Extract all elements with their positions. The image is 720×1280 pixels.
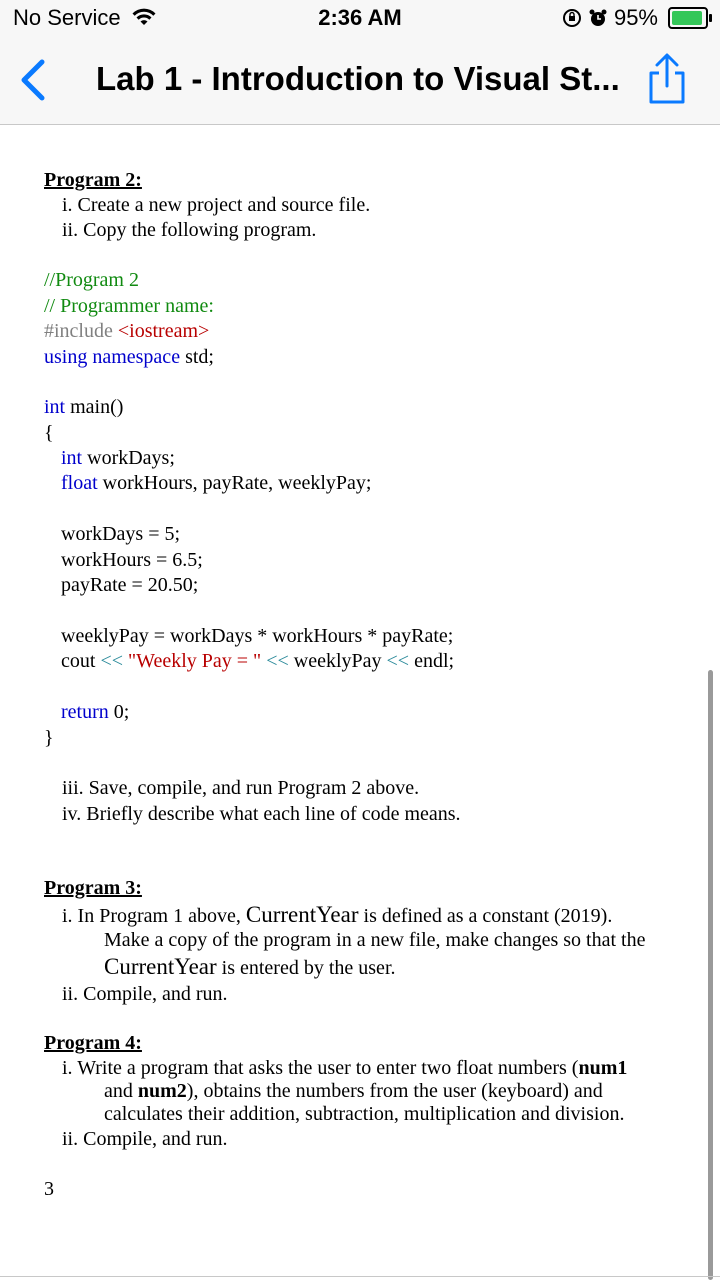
program-4-heading: Program 4: bbox=[44, 1032, 142, 1054]
code-comment-2: // Programmer name: bbox=[44, 295, 214, 317]
code-assign-2: workHours = 6.5; bbox=[61, 549, 203, 571]
code-assign-3: payRate = 20.50; bbox=[61, 574, 199, 596]
code-brace-open: { bbox=[44, 422, 54, 444]
p4-step-1-line-2: and num2), obtains the numbers from the user (keyboard) and bbox=[104, 1080, 603, 1102]
program-2-heading: Program 2: bbox=[44, 169, 142, 191]
document-title: Lab 1 - Introduction to Visual St... bbox=[96, 60, 620, 97]
carrier-label: No Service bbox=[13, 5, 121, 30]
share-icon[interactable] bbox=[644, 52, 690, 108]
orientation-lock-icon bbox=[562, 8, 582, 28]
p3-step-1-line-2: Make a copy of the program in a new file, make changes so that the bbox=[104, 929, 646, 951]
code-include: #include <iostream> bbox=[44, 320, 210, 342]
code-decl-int: int workDays; bbox=[61, 447, 175, 469]
p2-step-2: ii. Copy the following program. bbox=[62, 219, 317, 241]
p3-step-2: ii. Compile, and run. bbox=[62, 983, 228, 1005]
p2-step-4: iv. Briefly describe what each line of code means. bbox=[62, 803, 461, 825]
code-decl-float: float workHours, payRate, weeklyPay; bbox=[61, 472, 372, 494]
scrollbar[interactable] bbox=[708, 670, 713, 1280]
code-using: using namespace std; bbox=[44, 346, 214, 368]
status-time: 2:36 AM bbox=[318, 5, 402, 30]
p2-step-1: i. Create a new project and source file. bbox=[62, 194, 371, 216]
program-3-heading: Program 3: bbox=[44, 877, 142, 899]
code-comment-1: //Program 2 bbox=[44, 269, 139, 291]
p4-step-2: ii. Compile, and run. bbox=[62, 1128, 228, 1150]
code-cout: cout << "Weekly Pay = " << weeklyPay << endl; bbox=[61, 650, 455, 672]
status-bar bbox=[0, 0, 720, 40]
back-chevron-icon[interactable] bbox=[14, 54, 54, 106]
code-calc: weeklyPay = workDays * workHours * payRate; bbox=[61, 625, 454, 647]
code-return: return 0; bbox=[61, 701, 130, 723]
code-assign-1: workDays = 5; bbox=[61, 523, 181, 545]
p4-step-1: i. Write a program that asks the user to enter two float numbers (num1 bbox=[62, 1057, 628, 1079]
code-brace-close: } bbox=[44, 727, 54, 749]
status-right bbox=[562, 5, 708, 31]
code-main: int main() bbox=[44, 396, 124, 418]
page-number: 3 bbox=[44, 1178, 54, 1200]
alarm-icon bbox=[588, 8, 608, 28]
nav-bar bbox=[0, 40, 720, 125]
battery-percent: 95% bbox=[613, 5, 658, 30]
bottom-divider bbox=[0, 1276, 720, 1277]
p3-step-1-line-3: CurrentYear is entered by the user. bbox=[104, 954, 396, 979]
battery-icon bbox=[668, 7, 708, 29]
p3-step-1: i. In Program 1 above, CurrentYear is defined as a constant (2019). bbox=[62, 902, 613, 927]
p2-step-3: iii. Save, compile, and run Program 2 above. bbox=[62, 777, 420, 799]
p4-step-1-line-3: calculates their addition, subtraction, multiplication and division. bbox=[104, 1103, 625, 1125]
document-page bbox=[0, 125, 720, 1275]
